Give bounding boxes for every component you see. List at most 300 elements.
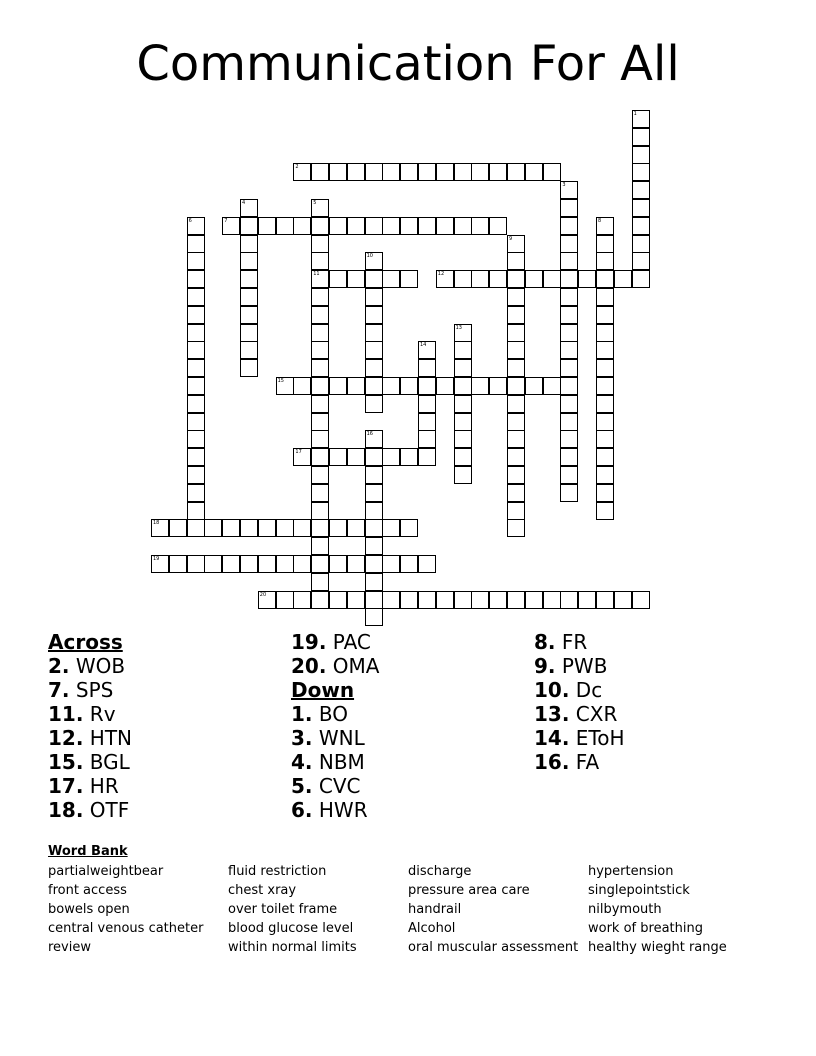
crossword-cell[interactable]	[240, 324, 258, 342]
crossword-cell[interactable]	[240, 235, 258, 253]
crossword-cell[interactable]	[293, 163, 311, 181]
crossword-cell[interactable]	[365, 519, 383, 537]
crossword-cell[interactable]	[560, 359, 578, 377]
crossword-cell[interactable]	[329, 377, 347, 395]
crossword-cell[interactable]	[614, 270, 632, 288]
clue-down-1: 1. BO	[291, 702, 348, 726]
crossword-cell[interactable]	[596, 288, 614, 306]
crossword-cell[interactable]	[365, 217, 383, 235]
crossword-cell[interactable]	[365, 341, 383, 359]
crossword-cell[interactable]	[365, 163, 383, 181]
crossword-cell[interactable]	[240, 359, 258, 377]
crossword-cell[interactable]	[311, 270, 329, 288]
crossword-cell[interactable]	[187, 466, 205, 484]
crossword-cell[interactable]	[329, 163, 347, 181]
crossword-cell[interactable]	[311, 519, 329, 537]
crossword-cell[interactable]	[311, 377, 329, 395]
crossword-cell[interactable]	[311, 163, 329, 181]
clue-number: 15	[277, 378, 284, 384]
crossword-cell[interactable]	[400, 377, 418, 395]
crossword-cell[interactable]	[365, 430, 383, 448]
clue-number: 13	[455, 324, 462, 331]
crossword-cell[interactable]	[632, 199, 650, 217]
crossword-cell[interactable]	[240, 288, 258, 306]
crossword-cell[interactable]	[329, 555, 347, 573]
crossword-cell[interactable]	[454, 466, 472, 484]
crossword-cell[interactable]	[347, 270, 365, 288]
crossword-cell[interactable]	[632, 181, 650, 199]
crossword-cell[interactable]	[400, 163, 418, 181]
crossword-cell[interactable]	[382, 591, 400, 609]
crossword-cell[interactable]	[187, 519, 205, 537]
crossword-cell[interactable]	[258, 591, 276, 609]
crossword-cell[interactable]	[311, 466, 329, 484]
crossword-cell[interactable]	[365, 502, 383, 520]
crossword-cell[interactable]	[489, 217, 507, 235]
word-bank-item: within normal limits	[228, 940, 357, 955]
crossword-cell[interactable]	[169, 555, 187, 573]
crossword-cell[interactable]	[596, 252, 614, 270]
clue-number: 6	[188, 217, 192, 224]
crossword-cell[interactable]	[311, 217, 329, 235]
crossword-cell[interactable]	[560, 413, 578, 431]
clue-down-16: 16. FA	[534, 750, 600, 774]
crossword-cell[interactable]	[311, 430, 329, 448]
crossword-cell[interactable]	[365, 324, 383, 342]
clue-number: 7	[224, 217, 228, 224]
word-bank-item: blood glucose level	[228, 921, 354, 936]
crossword-cell[interactable]	[507, 502, 525, 520]
crossword-cell[interactable]	[204, 519, 222, 537]
crossword-cell[interactable]	[454, 217, 472, 235]
crossword-cell[interactable]	[543, 270, 561, 288]
crossword-cell[interactable]	[400, 555, 418, 573]
crossword-cell[interactable]	[187, 555, 205, 573]
crossword-cell[interactable]	[329, 270, 347, 288]
crossword-cell[interactable]	[400, 448, 418, 466]
crossword-cell[interactable]	[578, 270, 596, 288]
crossword-cell[interactable]	[596, 324, 614, 342]
crossword-cell[interactable]	[311, 288, 329, 306]
crossword-cell[interactable]	[560, 395, 578, 413]
crossword-cell[interactable]	[382, 555, 400, 573]
crossword-cell[interactable]	[454, 448, 472, 466]
crossword-cell[interactable]	[311, 591, 329, 609]
crossword-cell[interactable]	[187, 235, 205, 253]
word-bank-item: central venous catheter	[48, 921, 204, 936]
crossword-cell[interactable]	[187, 288, 205, 306]
clue-across-2: 2. WOB	[48, 654, 126, 678]
crossword-cell[interactable]	[560, 430, 578, 448]
crossword-cell[interactable]	[293, 591, 311, 609]
crossword-cell[interactable]	[507, 448, 525, 466]
crossword-cell[interactable]	[507, 163, 525, 181]
crossword-cell[interactable]	[329, 519, 347, 537]
crossword-cell[interactable]	[507, 359, 525, 377]
crossword-cell[interactable]	[418, 359, 436, 377]
clue-number: 16	[366, 431, 373, 438]
crossword-cell[interactable]	[187, 484, 205, 502]
crossword-cell[interactable]	[258, 555, 276, 573]
crossword-cell[interactable]	[258, 217, 276, 235]
clue-across-15: 15. BGL	[48, 750, 130, 774]
crossword-cell[interactable]	[400, 519, 418, 537]
crossword-cell[interactable]	[560, 199, 578, 217]
word-bank-column-4	[588, 862, 727, 957]
crossword-cell[interactable]	[311, 252, 329, 270]
crossword-cell[interactable]	[471, 377, 489, 395]
crossword-cell[interactable]	[489, 377, 507, 395]
crossword-cell[interactable]	[329, 448, 347, 466]
clue-down-3: 3. WNL	[291, 726, 365, 750]
crossword-cell[interactable]	[614, 591, 632, 609]
crossword-cell[interactable]	[311, 448, 329, 466]
clue-number: 17	[295, 449, 302, 456]
crossword-cell[interactable]	[454, 270, 472, 288]
crossword-cell[interactable]	[365, 306, 383, 324]
down-heading: Down	[291, 678, 355, 702]
clue-down-13: 13. CXR	[534, 702, 618, 726]
crossword-cell[interactable]	[632, 591, 650, 609]
crossword-cell[interactable]	[347, 163, 365, 181]
crossword-cell[interactable]	[525, 591, 543, 609]
clue-across-11: 11. Rv	[48, 702, 116, 726]
crossword-cell[interactable]	[543, 591, 561, 609]
crossword-cell[interactable]	[382, 519, 400, 537]
crossword-cell[interactable]	[507, 341, 525, 359]
crossword-cell[interactable]	[311, 341, 329, 359]
crossword-cell[interactable]	[632, 252, 650, 270]
crossword-cell[interactable]	[365, 448, 383, 466]
crossword-cell[interactable]	[276, 519, 294, 537]
crossword-cell[interactable]	[365, 591, 383, 609]
crossword-cell[interactable]	[151, 519, 169, 537]
crossword-cell[interactable]	[507, 252, 525, 270]
word-bank-column-1	[48, 862, 203, 957]
crossword-cell[interactable]	[187, 341, 205, 359]
crossword-cell[interactable]	[507, 591, 525, 609]
crossword-cell[interactable]	[276, 377, 294, 395]
crossword-cell[interactable]	[418, 555, 436, 573]
crossword-cell[interactable]	[454, 591, 472, 609]
crossword-cell[interactable]	[240, 306, 258, 324]
word-bank-item: oral muscular assessment	[408, 940, 579, 955]
crossword-cell[interactable]	[454, 430, 472, 448]
crossword-cell[interactable]	[525, 163, 543, 181]
crossword-cell[interactable]	[222, 555, 240, 573]
crossword-cell[interactable]	[365, 466, 383, 484]
clue-down-4: 4. NBM	[291, 750, 365, 774]
page-title: Communication For All	[136, 36, 680, 92]
word-bank-item: partialweightbear	[48, 864, 164, 879]
word-bank-item: singlepointstick	[588, 883, 690, 898]
crossword-cell[interactable]	[187, 306, 205, 324]
crossword-cell[interactable]	[596, 484, 614, 502]
crossword-cell[interactable]	[596, 395, 614, 413]
crossword-cell[interactable]	[382, 217, 400, 235]
crossword-cell[interactable]	[436, 377, 454, 395]
crossword-cell[interactable]	[596, 306, 614, 324]
crossword-cell[interactable]	[560, 181, 578, 199]
crossword-cell[interactable]	[311, 573, 329, 591]
crossword-cell[interactable]	[632, 163, 650, 181]
clue-number: 14	[420, 342, 427, 349]
crossword-cell[interactable]	[454, 413, 472, 431]
word-bank-item: bowels open	[48, 902, 130, 917]
clue-column-3	[534, 630, 625, 774]
crossword-cell[interactable]	[596, 448, 614, 466]
word-bank-item: handrail	[408, 902, 462, 917]
crossword-cell[interactable]	[596, 377, 614, 395]
crossword-cell[interactable]	[507, 430, 525, 448]
clue-number: 18	[153, 520, 160, 527]
crossword-cell[interactable]	[382, 163, 400, 181]
crossword-cell[interactable]	[471, 163, 489, 181]
crossword-cell[interactable]	[187, 252, 205, 270]
crossword-cell[interactable]	[560, 217, 578, 235]
crossword-cell[interactable]	[347, 591, 365, 609]
clue-across-18: 18. OTF	[48, 798, 130, 822]
crossword-cell[interactable]	[560, 484, 578, 502]
crossword-cell[interactable]	[365, 252, 383, 270]
crossword-cell[interactable]	[632, 146, 650, 164]
crossword-cell[interactable]	[596, 430, 614, 448]
crossword-cell[interactable]	[507, 519, 525, 537]
clue-down-5: 5. CVC	[291, 774, 361, 798]
crossword-cell[interactable]	[311, 235, 329, 253]
crossword-cell[interactable]	[311, 555, 329, 573]
crossword-cell[interactable]	[365, 537, 383, 555]
crossword-cell[interactable]	[489, 591, 507, 609]
crossword-cell[interactable]	[418, 217, 436, 235]
crossword-cell[interactable]	[400, 591, 418, 609]
crossword-cell[interactable]	[632, 217, 650, 235]
crossword-cell[interactable]	[418, 395, 436, 413]
crossword-cell[interactable]	[489, 163, 507, 181]
crossword-cell[interactable]	[471, 591, 489, 609]
crossword-cell[interactable]	[365, 395, 383, 413]
crossword-cell[interactable]	[311, 502, 329, 520]
crossword-cell[interactable]	[365, 484, 383, 502]
crossword-cell[interactable]	[329, 591, 347, 609]
crossword-cell[interactable]	[525, 377, 543, 395]
clue-number: 9	[509, 235, 513, 242]
crossword-cell[interactable]	[632, 270, 650, 288]
crossword-cell[interactable]	[436, 163, 454, 181]
crossword-cell[interactable]	[471, 270, 489, 288]
crossword-cell[interactable]	[258, 519, 276, 537]
crossword-cell[interactable]	[507, 377, 525, 395]
crossword-cell[interactable]	[418, 430, 436, 448]
clue-down-8: 8. FR	[534, 630, 588, 654]
crossword-cell[interactable]	[276, 555, 294, 573]
crossword-cell[interactable]	[436, 270, 454, 288]
crossword-cell[interactable]	[560, 466, 578, 484]
word-bank-item: work of breathing	[588, 921, 703, 936]
crossword-cell[interactable]	[382, 377, 400, 395]
crossword-cell[interactable]	[596, 341, 614, 359]
crossword-cell[interactable]	[240, 519, 258, 537]
crossword-cell[interactable]	[222, 217, 240, 235]
word-bank-item: front access	[48, 883, 127, 898]
crossword-cell[interactable]	[454, 395, 472, 413]
crossword-cell[interactable]	[151, 555, 169, 573]
crossword-cell[interactable]	[187, 502, 205, 520]
crossword-cell[interactable]	[365, 377, 383, 395]
crossword-cell[interactable]	[454, 163, 472, 181]
crossword-cell[interactable]	[169, 519, 187, 537]
crossword-cell[interactable]	[276, 217, 294, 235]
crossword-cell[interactable]	[507, 270, 525, 288]
crossword-cell[interactable]	[418, 377, 436, 395]
crossword-cell[interactable]	[418, 413, 436, 431]
crossword-cell[interactable]	[632, 110, 650, 128]
crossword-cell[interactable]	[240, 199, 258, 217]
crossword-cell[interactable]	[596, 217, 614, 235]
crossword-cell[interactable]	[365, 573, 383, 591]
word-bank-item: over toilet frame	[228, 902, 338, 917]
crossword-cell[interactable]	[560, 591, 578, 609]
crossword-cell[interactable]	[347, 448, 365, 466]
crossword-cell[interactable]	[311, 413, 329, 431]
crossword-cell[interactable]	[560, 288, 578, 306]
crossword-cell[interactable]	[293, 448, 311, 466]
crossword-cell[interactable]	[632, 235, 650, 253]
crossword-cell[interactable]	[507, 413, 525, 431]
crossword-cell[interactable]	[400, 270, 418, 288]
word-bank-item: healthy wieght range	[588, 940, 727, 955]
crossword-cell[interactable]	[293, 555, 311, 573]
crossword-cell[interactable]	[507, 306, 525, 324]
crossword-cell[interactable]	[240, 252, 258, 270]
crossword-cell[interactable]	[311, 484, 329, 502]
crossword-cell[interactable]	[400, 217, 418, 235]
crossword-cell[interactable]	[187, 324, 205, 342]
crossword-cell[interactable]	[187, 270, 205, 288]
crossword-cell[interactable]	[365, 288, 383, 306]
crossword-cell[interactable]	[560, 341, 578, 359]
crossword-cell[interactable]	[632, 128, 650, 146]
crossword-cell[interactable]	[293, 519, 311, 537]
crossword-cell[interactable]	[276, 591, 294, 609]
crossword-cell[interactable]	[187, 395, 205, 413]
clue-number: 1	[633, 111, 637, 117]
crossword-cell[interactable]	[311, 306, 329, 324]
crossword-cell[interactable]	[347, 217, 365, 235]
crossword-cell[interactable]	[204, 555, 222, 573]
crossword-cell[interactable]	[240, 270, 258, 288]
crossword-cell[interactable]	[560, 306, 578, 324]
crossword-cell[interactable]	[187, 377, 205, 395]
crossword-cell[interactable]	[471, 217, 489, 235]
crossword-cell[interactable]	[382, 270, 400, 288]
crossword-cell[interactable]	[560, 235, 578, 253]
crossword-cell[interactable]	[365, 555, 383, 573]
crossword-cell[interactable]	[596, 270, 614, 288]
crossword-cell[interactable]	[311, 199, 329, 217]
crossword-cell[interactable]	[329, 217, 347, 235]
crossword-cell[interactable]	[596, 413, 614, 431]
crossword-cell[interactable]	[543, 377, 561, 395]
crossword-cell[interactable]	[187, 217, 205, 235]
crossword-cell[interactable]	[543, 163, 561, 181]
crossword-cell[interactable]	[418, 591, 436, 609]
crossword-cell[interactable]	[365, 359, 383, 377]
crossword-cell[interactable]	[454, 341, 472, 359]
crossword-cell[interactable]	[418, 341, 436, 359]
crossword-cell[interactable]	[347, 377, 365, 395]
clue-number: 8	[598, 217, 602, 224]
crossword-cell[interactable]	[418, 448, 436, 466]
clue-down-9: 9. PWB	[534, 654, 608, 678]
crossword-cell[interactable]	[507, 395, 525, 413]
clue-across-20: 20. OMA	[291, 654, 380, 678]
crossword-cell[interactable]	[382, 448, 400, 466]
crossword-cell[interactable]	[187, 359, 205, 377]
crossword-cell[interactable]	[454, 324, 472, 342]
crossword-cell[interactable]	[596, 591, 614, 609]
crossword-cell[interactable]	[560, 448, 578, 466]
clue-number: 3	[562, 182, 566, 189]
crossword-cell[interactable]	[596, 466, 614, 484]
crossword-cell[interactable]	[222, 519, 240, 537]
crossword-cell[interactable]	[187, 413, 205, 431]
crossword-cell[interactable]	[347, 555, 365, 573]
crossword-cell[interactable]	[293, 377, 311, 395]
clue-number: 4	[242, 200, 246, 206]
crossword-cell[interactable]	[596, 359, 614, 377]
crossword-cell[interactable]	[240, 217, 258, 235]
crossword-cell[interactable]	[311, 395, 329, 413]
crossword-cell[interactable]	[560, 324, 578, 342]
crossword-cell[interactable]	[525, 270, 543, 288]
crossword-cell[interactable]	[507, 235, 525, 253]
clue-number: 12	[437, 271, 445, 278]
crossword-cell[interactable]	[240, 555, 258, 573]
crossword-cell[interactable]	[507, 324, 525, 342]
word-bank-column-3	[408, 862, 578, 957]
crossword-cell[interactable]	[365, 270, 383, 288]
crossword-cell[interactable]	[560, 252, 578, 270]
crossword-cell[interactable]	[365, 608, 383, 626]
crossword-cell[interactable]	[454, 377, 472, 395]
crossword-cell[interactable]	[507, 288, 525, 306]
crossword-cell[interactable]	[311, 537, 329, 555]
word-bank-title: Word Bank	[48, 844, 128, 859]
crossword-cell[interactable]	[187, 448, 205, 466]
crossword-cell[interactable]	[596, 235, 614, 253]
crossword-cell[interactable]	[418, 163, 436, 181]
crossword-cell[interactable]	[347, 519, 365, 537]
crossword-cell[interactable]	[596, 502, 614, 520]
crossword-cell[interactable]	[489, 270, 507, 288]
clue-across-7: 7. SPS	[48, 678, 114, 702]
crossword-cell[interactable]	[293, 217, 311, 235]
crossword-cell[interactable]	[311, 324, 329, 342]
crossword-cell[interactable]	[436, 217, 454, 235]
crossword-cell[interactable]	[240, 341, 258, 359]
crossword-cell[interactable]	[578, 591, 596, 609]
crossword-cell[interactable]	[507, 484, 525, 502]
crossword-cell[interactable]	[187, 430, 205, 448]
crossword-cell[interactable]	[436, 591, 454, 609]
crossword-cell[interactable]	[454, 359, 472, 377]
crossword-cell[interactable]	[560, 270, 578, 288]
crossword-cell[interactable]	[507, 466, 525, 484]
crossword-cell[interactable]	[311, 359, 329, 377]
clue-across-19: 19. PAC	[291, 630, 371, 654]
crossword-cell[interactable]	[560, 377, 578, 395]
